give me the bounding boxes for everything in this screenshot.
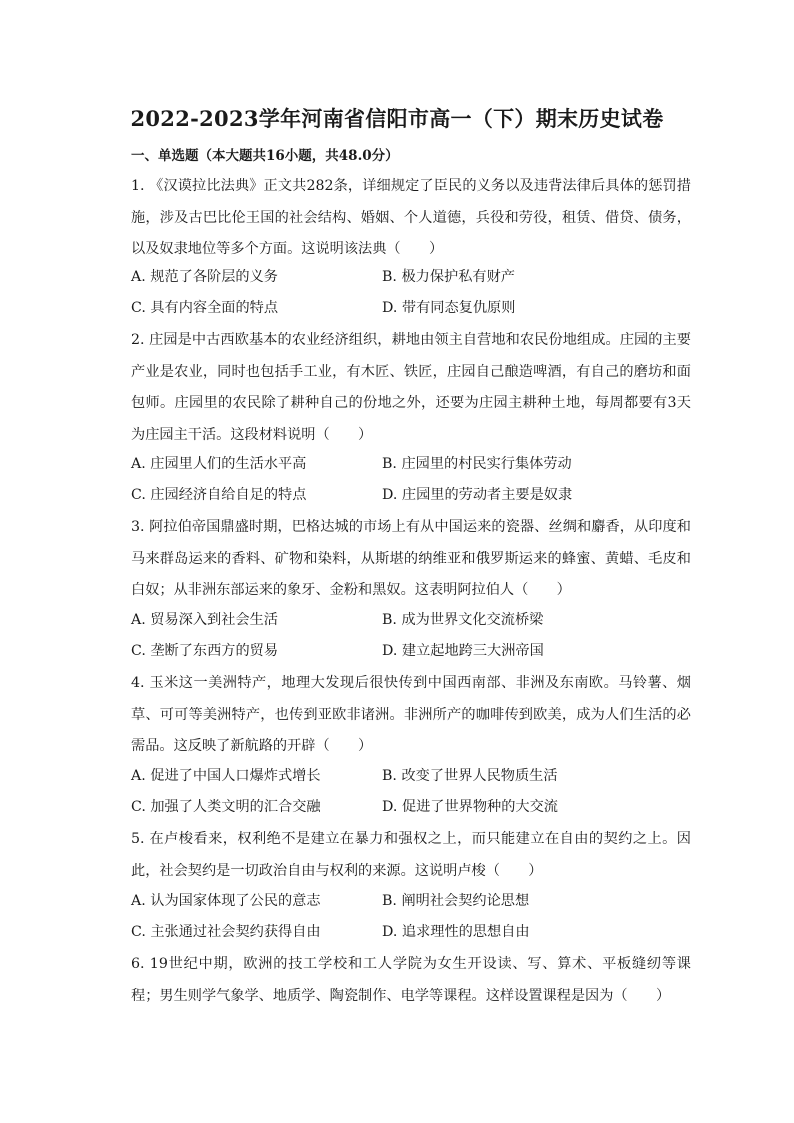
question-1-options (131, 262, 691, 324)
option-b: B. 阐明社会契约论思想 (382, 893, 530, 909)
option-d: D. 庄园里的劳动者主要是奴隶 (382, 487, 573, 503)
question-5-stem: 5. 在卢梭看来，权利绝不是建立在暴力和强权之上，而只能建立在自由的契约之上。因此，社会契约是一切政治自由与权利的来源。这说明卢梭（ ） (131, 831, 691, 879)
option-d: D. 建立起地跨三大洲帝国 (382, 643, 544, 659)
option-d: D. 带有同态复仇原则 (382, 300, 516, 316)
option-a: A. 认为国家体现了公民的意志 (131, 893, 321, 909)
option-b: B. 成为世界文化交流桥梁 (382, 612, 544, 628)
exam-title: 2022-2023学年河南省信阳市高一（下）期末历史试卷 (130, 106, 664, 131)
question-4-stem: 4. 玉米这一美洲特产，地理大发现后很快传到中国西南部、非洲及东南欧。马铃薯、烟草、可可等美洲特产，也传到亚欧非诸洲。非洲所产的咖啡传到欧美，成为人们生活的必需品。这反映了新航路的开辟（ ） (131, 675, 691, 754)
option-b: B. 庄园里的村民实行集体劳动 (382, 456, 572, 472)
option-a: A. 贸易深入到社会生活 (131, 612, 278, 628)
option-b: B. 改变了世界人民物质生活 (382, 768, 558, 784)
question-3-stem: 3. 阿拉伯帝国鼎盛时期，巴格达城的市场上有从中国运来的瓷器、丝绸和麝香，从印度和马来群岛运来的香料、矿物和染料，从斯堪的纳维亚和俄罗斯运来的蜂蜜、黄蜡、毛皮和白奴；从非洲东部运来的象牙、金粉和黑奴。这表明阿拉伯人（ ） (131, 519, 691, 598)
option-d: D. 追求理性的思想自由 (382, 924, 530, 940)
question-2-options (131, 449, 691, 511)
question-1-stem: 1. 《汉谟拉比法典》正文共282条，详细规定了臣民的义务以及违背法律后具体的惩罚措施，涉及古巴比伦王国的社会结构、婚姻、个人道德，兵役和劳役，租赁、借贷、债务，以及奴隶地位等多个方面。这说明该法典（ ） (131, 178, 691, 257)
option-c: C. 加强了人类文明的汇合交融 (131, 799, 321, 815)
question-5-options (131, 886, 691, 948)
option-c: C. 主张通过社会契约获得自由 (131, 924, 321, 940)
option-c: C. 垄断了东西方的贸易 (131, 643, 279, 659)
option-a: A. 规范了各阶层的义务 (131, 269, 278, 285)
question-4-options (131, 761, 691, 823)
question-6-stem: 6. 19世纪中期，欧洲的技工学校和工人学院为女生开设读、写、算术、平板缝纫等课程；男生则学气象学、地质学、陶瓷制作、电学等课程。这样设置课程是因为（ ） (131, 956, 691, 1004)
option-c: C. 庄园经济自给自足的特点 (131, 487, 307, 503)
question-3-options (131, 605, 691, 667)
option-b: B. 极力保护私有财产 (382, 269, 515, 285)
section-heading: 一、单选题（本大题共16小题，共48.0分） (131, 148, 399, 164)
option-d: D. 促进了世界物种的大交流 (382, 799, 558, 815)
option-c: C. 具有内容全面的特点 (131, 300, 279, 316)
option-a: A. 促进了中国人口爆炸式增长 (131, 768, 321, 784)
question-2-stem: 2. 庄园是中古西欧基本的农业经济组织，耕地由领主自营地和农民份地组成。庄园的主要产业是农业，同时也包括手工业，有木匠、铁匠，庄园自己酿造啤酒，有自己的磨坊和面包师。庄园里的农民除了耕种自己的份地之外，还要为庄园主耕种土地，每周都要有3天为庄园主干活。这段材料说明（ ） (131, 332, 691, 443)
option-a: A. 庄园里人们的生活水平高 (131, 456, 307, 472)
